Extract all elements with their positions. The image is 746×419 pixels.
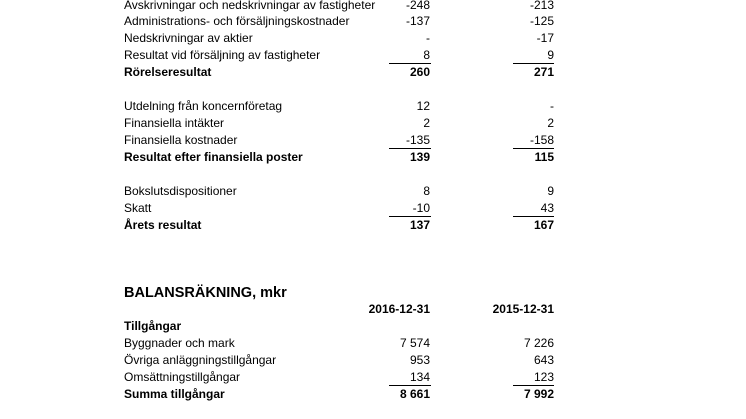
row-label: Omsättningstillgångar <box>124 370 241 384</box>
value-2016: 260 <box>409 65 430 79</box>
value-2016: 7 574 <box>399 336 430 350</box>
value-2015: 643 <box>533 353 554 367</box>
balance-title: BALANSRÄKNING, mkr <box>124 285 287 301</box>
value-2015: 115 <box>534 150 554 164</box>
row-label: Administrations- och försäljningskostnader <box>124 14 350 28</box>
income-row <box>124 132 554 149</box>
value-2016: -10 <box>412 201 430 215</box>
income-row <box>124 183 554 200</box>
row-label: Resultat efter finansiella poster <box>124 150 303 164</box>
total-row <box>124 386 554 403</box>
income-row <box>124 47 554 64</box>
value-2015: 43 <box>540 201 554 215</box>
row-label: Rörelseresultat <box>124 65 212 79</box>
column-header-2016: 2016-12-31 <box>368 302 430 316</box>
income-row <box>124 98 554 115</box>
subtotal-row <box>124 149 554 166</box>
value-2016: 8 <box>423 48 430 62</box>
value-2016: -248 <box>405 0 430 12</box>
value-2016: 2 <box>423 116 430 130</box>
value-2015: 7 992 <box>523 387 554 401</box>
value-2016: 8 661 <box>399 387 430 401</box>
value-2015: 123 <box>533 370 554 384</box>
balance-row <box>124 335 554 352</box>
income-row <box>124 13 554 30</box>
section-heading <box>124 318 554 335</box>
value-2015: -125 <box>529 14 554 28</box>
value-2016: - <box>426 31 430 45</box>
value-2016: 8 <box>423 184 430 198</box>
row-label: Finansiella intäkter <box>124 116 225 130</box>
value-2016: -137 <box>405 14 430 28</box>
value-2015: 2 <box>547 116 554 130</box>
row-label: Utdelning från koncernföretag <box>124 99 283 113</box>
row-label: Summa tillgångar <box>124 387 225 401</box>
value-2016: 953 <box>409 353 430 367</box>
value-2016: 134 <box>409 370 430 384</box>
value-2015: -213 <box>529 0 554 12</box>
row-label: Bokslutsdispositioner <box>124 184 237 198</box>
balance-row <box>124 369 554 386</box>
value-2016: 139 <box>409 150 430 164</box>
total-row <box>124 217 554 234</box>
row-label: Årets resultat <box>124 218 202 232</box>
value-2015: - <box>550 99 554 113</box>
income-row <box>124 115 554 132</box>
income-row <box>124 0 554 14</box>
column-header-2015: 2015-12-31 <box>492 302 554 316</box>
value-2015: -158 <box>529 133 554 147</box>
row-label: Resultat vid försäljning av fastigheter <box>124 48 321 62</box>
row-label: Skatt <box>124 201 152 215</box>
balance-row <box>124 352 554 369</box>
income-row <box>124 200 554 217</box>
row-label: Nedskrivningar av aktier <box>124 31 253 45</box>
value-2015: 271 <box>533 65 554 79</box>
value-2015: 9 <box>547 48 554 62</box>
income-row <box>124 30 554 47</box>
value-2016: -135 <box>405 133 430 147</box>
row-label: Byggnader och mark <box>124 336 235 350</box>
row-label: Avskrivningar och nedskrivningar av fastigheter <box>124 0 376 12</box>
value-2015: 167 <box>533 218 554 232</box>
value-2016: 137 <box>409 218 430 232</box>
value-2016: 12 <box>416 99 430 113</box>
value-2015: -17 <box>536 31 554 45</box>
row-label: Övriga anläggningstillgångar <box>124 353 277 367</box>
section-label: Tillgångar <box>124 319 182 333</box>
subtotal-row <box>124 64 554 81</box>
value-2015: 7 226 <box>523 336 554 350</box>
row-label: Finansiella kostnader <box>124 133 238 147</box>
value-2015: 9 <box>547 184 554 198</box>
